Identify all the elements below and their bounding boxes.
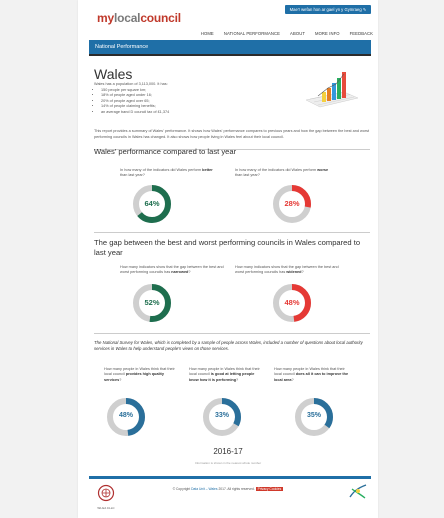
summary-text: This report provides a summary of Wales' performance. It shows how Wales' performance compares to previous years and how the gap between the best and worst performing councils in Wales has changed. It also shows how people living in Wales feel about their local council. [94, 129, 370, 139]
question-text: ? [301, 270, 304, 275]
banner-title: National Performance [95, 44, 149, 50]
wlga-label: WLGA CLLC [97, 506, 115, 510]
page-sheet [78, 0, 378, 518]
logo-council: council [140, 11, 181, 25]
question-text: ? [291, 377, 294, 382]
question-text: How many indicators show that the gap between the best and worst performing councils has [235, 265, 339, 275]
list-item: • an average band D council tax of £1,374 [101, 110, 244, 116]
question-improve [274, 367, 350, 383]
question-emphasis: widened [286, 270, 302, 275]
question-text: How many people in Wales think that their local council [274, 367, 345, 377]
donut-narrowed [131, 282, 173, 324]
divider [94, 232, 370, 233]
copyright-text: © Copyright [172, 487, 192, 491]
question-widened [235, 265, 345, 276]
list-item: • 14% of people claiming benefits; [101, 104, 244, 110]
question-quality [104, 367, 176, 383]
welsh-language-label: Mae'r wefan hon ar gael yn y Gymraeg [289, 7, 362, 12]
section-title-gap: The gap between the best and worst performing councils in Wales compared to last year [94, 238, 361, 257]
question-narrowed [120, 265, 230, 276]
page-title: Wales [94, 66, 133, 82]
donut-worse-value: 28% [284, 199, 300, 208]
welsh-language-button[interactable] [285, 5, 371, 14]
nav-about[interactable]: ABOUT [290, 31, 305, 36]
footer-band [89, 476, 371, 479]
copyright-text: 2017. All rights reserved. [217, 487, 255, 491]
logo-my: my [97, 11, 114, 25]
donut-widened-value: 48% [284, 298, 300, 307]
year-note: Information is shown in the nearest whole number [194, 461, 262, 465]
question-text: ? [188, 270, 191, 275]
data-unit-link[interactable]: Data Unit – Wales [191, 487, 218, 491]
list-item: • 150 people per square km; [101, 88, 244, 94]
question-informing [189, 367, 265, 383]
nav-feedback[interactable]: FEEDBACK [349, 31, 373, 36]
question-worse [235, 168, 335, 179]
question-text: How many indicators show that the gap between the best and worst performing councils has [120, 265, 224, 275]
question-emphasis: worse [317, 168, 329, 172]
donut-worse [271, 183, 313, 225]
donut-better [131, 183, 173, 225]
page-banner [89, 40, 371, 56]
donut-informing-value: 33% [214, 412, 229, 419]
donut-informing [201, 396, 243, 438]
privacy-cookies-link[interactable]: Privacy Cookies [257, 487, 282, 491]
daffodil-logo-icon[interactable] [348, 483, 368, 499]
logo-local: local [113, 11, 141, 25]
divider [94, 333, 370, 334]
question-emphasis: provides high quality services [104, 372, 164, 382]
question-text: ? [236, 377, 239, 382]
donut-improve [293, 396, 335, 438]
section-title-performance: Wales' performance compared to last year [94, 147, 237, 156]
copyright-line [78, 487, 378, 491]
question-text: than last year? [120, 173, 145, 178]
donut-widened [271, 282, 313, 324]
edit-icon: ✎ [362, 7, 367, 12]
donut-quality [105, 396, 147, 438]
question-emphasis: is good at letting people know how it is performing [189, 372, 255, 382]
site-logo[interactable] [97, 11, 181, 25]
wales-lead: Wales has a population of 3,113,000. It has: [94, 82, 168, 86]
donut-narrowed-value: 52% [144, 298, 160, 307]
question-emphasis: does all it can to improve the local area [274, 372, 349, 382]
question-text: In how many of the indicators did Wales perform [235, 168, 318, 172]
donut-better-value: 64% [144, 199, 160, 208]
question-text: How many people in Wales think that their local council [189, 367, 260, 377]
list-item: • 20% of people aged over 65; [101, 99, 244, 105]
wales-stats-list [94, 88, 244, 116]
donut-quality-value: 48% [118, 412, 133, 419]
main-nav [201, 31, 373, 36]
donut-improve-value: 35% [306, 412, 321, 419]
question-text: ? [119, 377, 122, 382]
question-emphasis: better [202, 168, 213, 172]
question-text: How many people in Wales think that their local council [104, 367, 175, 377]
nav-home[interactable]: HOME [200, 31, 214, 36]
nav-more-info[interactable]: MORE INFO [314, 31, 340, 36]
survey-intro: The National Survey for Wales, which is completed by a sample of people across Wales, included a number of questions about local authority services in Wales to help understand people's views on those services. [94, 340, 363, 351]
report-year: 2016-17 [213, 447, 243, 456]
nav-national-performance[interactable]: NATIONAL PERFORMANCE [223, 31, 281, 36]
list-item: • 18% of people aged under 16; [101, 93, 244, 99]
bar-chart-illustration [304, 66, 360, 108]
question-better [120, 168, 220, 179]
question-emphasis: narrowed [171, 270, 189, 275]
wales-intro [94, 82, 244, 116]
question-text: In how many of the indicators did Wales perform [120, 168, 203, 172]
question-text: than last year? [235, 173, 260, 178]
